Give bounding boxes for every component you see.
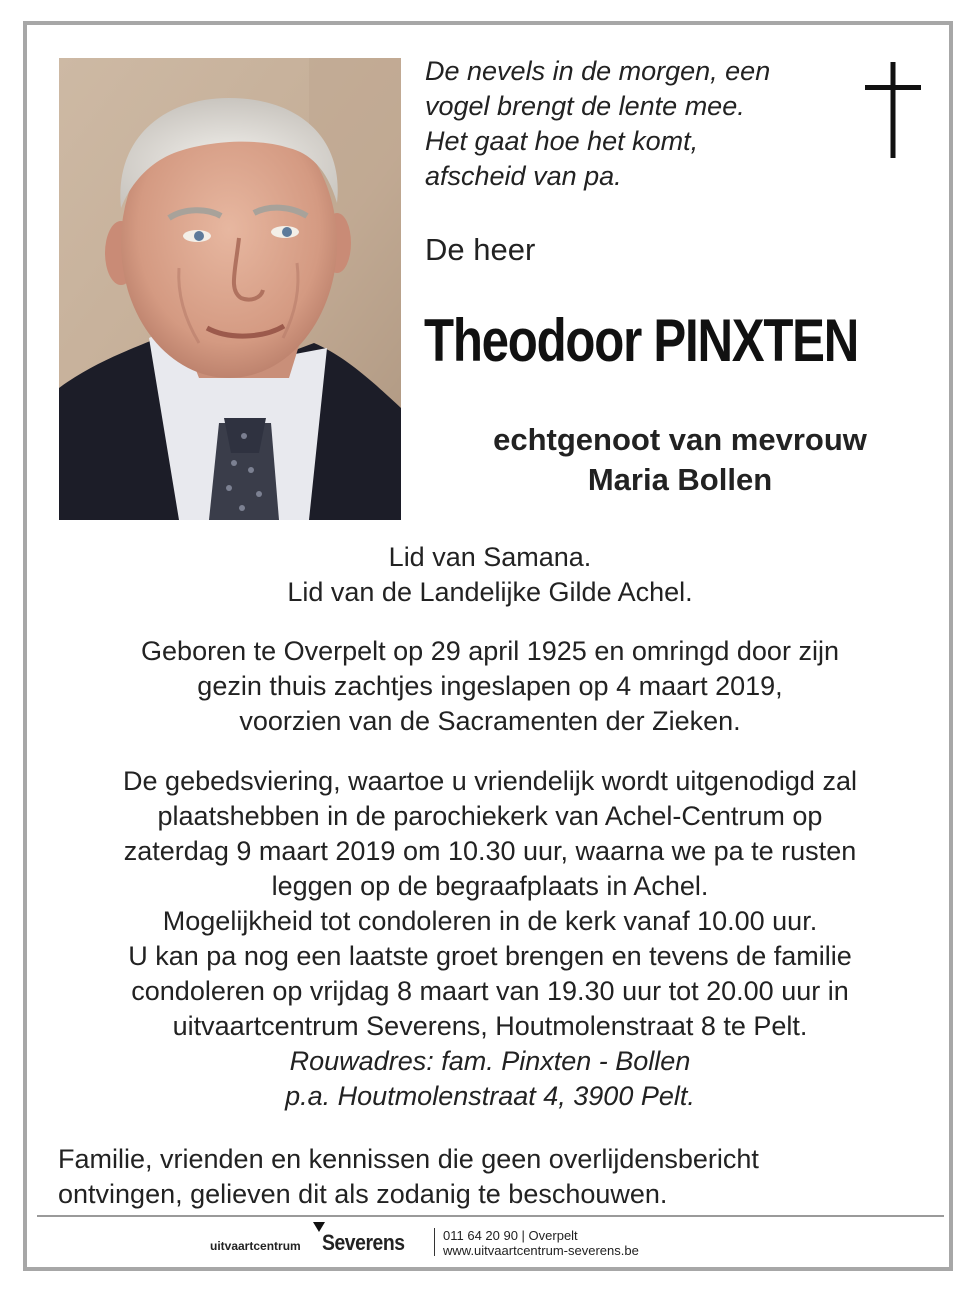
contact-website[interactable]: www.uitvaartcentrum-severens.be: [443, 1243, 639, 1258]
ceremony-line: uitvaartcentrum Severens, Houtmolenstraat 8 te Pelt.: [172, 1011, 808, 1041]
footer-separator: [434, 1228, 435, 1256]
footer-contact: [443, 1228, 639, 1258]
salutation: De heer: [425, 232, 536, 267]
ceremony-line: plaatshebben in de parochiekerk van Achel-Centrum op: [157, 801, 823, 831]
logo-prefix: uitvaartcentrum: [210, 1239, 301, 1253]
memberships: [30, 540, 950, 610]
ceremony-info: [30, 764, 950, 1114]
notice-line: ontvingen, gelieven dit als zodanig te beschouwen.: [58, 1179, 668, 1209]
birth-death-info: [30, 634, 950, 739]
poem-line: Het gaat hoe het komt,: [425, 126, 699, 156]
logo-name: Severens: [322, 1230, 405, 1255]
footer-divider: [37, 1215, 944, 1217]
mourning-address-line: Rouwadres: fam. Pinxten - Bollen: [289, 1046, 691, 1076]
portrait-photo: [59, 58, 401, 520]
spouse-name: Maria Bollen: [587, 462, 773, 497]
ceremony-line: condoleren op vrijdag 8 maart van 19.30 uur tot 20.00 uur in: [131, 976, 849, 1006]
birth-death-line: gezin thuis zachtjes ingeslapen op 4 maart 2019,: [197, 671, 783, 701]
ceremony-line: leggen op de begraafplaats in Achel.: [271, 871, 709, 901]
spouse-line: echtgenoot van mevrouw: [493, 422, 867, 457]
poem-line: vogel brengt de lente mee.: [425, 91, 745, 121]
cross-icon: [865, 62, 921, 158]
poem-line: afscheid van pa.: [425, 161, 622, 191]
ceremony-line: U kan pa nog een laatste groet brengen en tevens de familie: [128, 941, 852, 971]
ceremony-line: Mogelijkheid tot condoleren in de kerk vanaf 10.00 uur.: [162, 906, 818, 936]
spouse-info: [420, 420, 940, 500]
ceremony-line: zaterdag 9 maart 2019 om 10.30 uur, waarna we pa te rusten: [123, 836, 857, 866]
notice-line: Familie, vrienden en kennissen die geen overlijdensbericht: [58, 1144, 759, 1174]
membership-line: Lid van de Landelijke Gilde Achel.: [287, 577, 693, 607]
deceased-name: Theodoor PINXTEN: [424, 307, 859, 374]
membership-line: Lid van Samana.: [388, 542, 592, 572]
poem-line: De nevels in de morgen, een: [425, 56, 771, 86]
birth-death-line: voorzien van de Sacramenten der Zieken.: [239, 706, 741, 736]
birth-death-line: Geboren te Overpelt op 29 april 1925 en omringd door zijn: [141, 636, 839, 666]
contact-phone: 011 64 20 90 | Overpelt: [443, 1228, 578, 1243]
mourning-address-line: p.a. Houtmolenstraat 4, 3900 Pelt.: [285, 1081, 695, 1111]
poem: [425, 54, 770, 194]
footer: [0, 1224, 980, 1264]
ceremony-line: De gebedsviering, waartoe u vriendelijk wordt uitgenodigd zal: [123, 766, 857, 796]
notice-text: [58, 1142, 759, 1212]
